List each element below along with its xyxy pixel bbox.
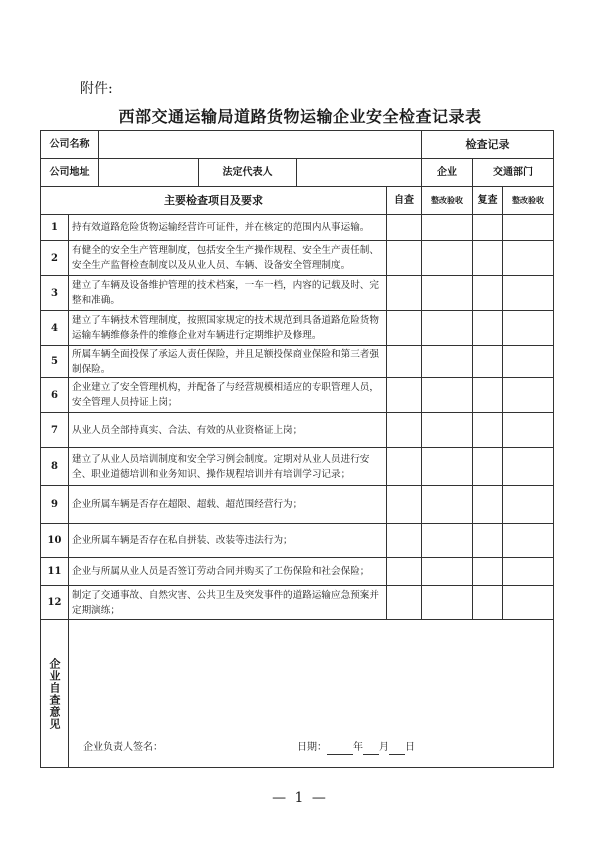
item-number: 2	[41, 241, 69, 276]
self-check-header: 自查	[387, 187, 422, 215]
rectify-cell-2[interactable]	[503, 311, 554, 346]
item-number: 10	[41, 524, 69, 558]
rectify-cell-2[interactable]	[503, 413, 554, 448]
item-text: 建立了车辆及设备维护管理的技术档案，一车一档，内容的记载及时、完整和准确。	[69, 276, 387, 311]
table-row	[41, 378, 554, 413]
recheck-cell[interactable]	[473, 448, 503, 486]
date-label: 日期：	[297, 742, 327, 753]
self-check-cell[interactable]	[387, 448, 422, 486]
table-row	[41, 413, 554, 448]
table-row	[41, 558, 554, 586]
item-number: 11	[41, 558, 69, 586]
self-check-cell[interactable]	[387, 215, 422, 241]
day-label: 日	[405, 742, 415, 753]
item-text: 企业建立了安全管理机构，并配备了与经营规模相适应的专职管理人员，安全管理人员持证上岗；	[69, 378, 387, 413]
rectify-cell[interactable]	[422, 448, 473, 486]
year-blank[interactable]	[327, 743, 353, 755]
self-check-cell[interactable]	[387, 276, 422, 311]
self-check-cell[interactable]	[387, 346, 422, 378]
rectify-cell-2[interactable]	[503, 558, 554, 586]
company-address-row	[41, 159, 554, 187]
rectify-cell[interactable]	[422, 215, 473, 241]
recheck-cell[interactable]	[473, 215, 503, 241]
inspection-record-label: 检查记录	[422, 131, 554, 159]
rectify-cell[interactable]	[422, 486, 473, 524]
table-row	[41, 524, 554, 558]
recheck-cell[interactable]	[473, 486, 503, 524]
rectify-cell-2[interactable]	[503, 486, 554, 524]
opinion-label: 企业自查意见	[48, 657, 61, 730]
table-row	[41, 311, 554, 346]
item-text: 从业人员全部持真实、合法、有效的从业资格证上岗；	[69, 413, 387, 448]
date-line	[297, 740, 415, 755]
company-name-field[interactable]	[99, 131, 422, 159]
rectify-cell[interactable]	[422, 346, 473, 378]
month-blank[interactable]	[363, 743, 379, 755]
rectify-cell-2[interactable]	[503, 241, 554, 276]
rectify-cell[interactable]	[422, 276, 473, 311]
self-check-cell[interactable]	[387, 524, 422, 558]
rectify-cell-2[interactable]	[503, 346, 554, 378]
self-check-opinion-row	[41, 620, 554, 768]
item-number: 1	[41, 215, 69, 241]
self-check-cell[interactable]	[387, 558, 422, 586]
table-row	[41, 215, 554, 241]
item-number: 5	[41, 346, 69, 378]
rectify-cell[interactable]	[422, 378, 473, 413]
table-row	[41, 586, 554, 620]
rectify-accept-header-1: 整改验收	[422, 187, 473, 215]
item-number: 12	[41, 586, 69, 620]
item-text: 企业所属车辆是否存在超限、超载、超范围经营行为；	[69, 486, 387, 524]
recheck-cell[interactable]	[473, 311, 503, 346]
rectify-cell-2[interactable]	[503, 586, 554, 620]
rectify-cell-2[interactable]	[503, 448, 554, 486]
item-number: 9	[41, 486, 69, 524]
recheck-header: 复查	[473, 187, 503, 215]
item-number: 4	[41, 311, 69, 346]
day-blank[interactable]	[389, 743, 405, 755]
form-title: 西部交通运输局道路货物运输企业安全检查记录表	[118, 107, 482, 126]
item-number: 6	[41, 378, 69, 413]
recheck-cell[interactable]	[473, 524, 503, 558]
recheck-cell[interactable]	[473, 378, 503, 413]
company-name-label: 公司名称	[41, 131, 99, 159]
table-row	[41, 448, 554, 486]
opinion-label-cell	[41, 620, 69, 768]
item-text: 企业所属车辆是否存在私自拼装、改装等违法行为；	[69, 524, 387, 558]
rectify-cell[interactable]	[422, 586, 473, 620]
self-check-cell[interactable]	[387, 378, 422, 413]
page-number: — 1 —	[272, 790, 328, 806]
legal-rep-label: 法定代表人	[199, 159, 297, 187]
item-text: 持有效道路危险货物运输经营许可证件，并在核定的范围内从事运输。	[69, 215, 387, 241]
self-check-cell[interactable]	[387, 586, 422, 620]
rectify-cell[interactable]	[422, 413, 473, 448]
self-check-cell[interactable]	[387, 241, 422, 276]
month-label: 月	[379, 742, 389, 753]
table-row	[41, 346, 554, 378]
opinion-field[interactable]	[69, 620, 554, 768]
rectify-cell[interactable]	[422, 311, 473, 346]
item-text: 企业与所属从业人员是否签订劳动合同并购买了工伤保险和社会保险；	[69, 558, 387, 586]
item-text: 所属车辆全面投保了承运人责任保险，并且足额投保商业保险和第三者强制保险。	[69, 346, 387, 378]
item-number: 7	[41, 413, 69, 448]
table-row	[41, 486, 554, 524]
table-row	[41, 276, 554, 311]
table-row	[41, 241, 554, 276]
year-label: 年	[353, 742, 363, 753]
rectify-cell-2[interactable]	[503, 378, 554, 413]
rectify-cell-2[interactable]	[503, 524, 554, 558]
item-number: 3	[41, 276, 69, 311]
rectify-cell-2[interactable]	[503, 276, 554, 311]
legal-rep-field[interactable]	[297, 159, 422, 187]
rectify-cell-2[interactable]	[503, 215, 554, 241]
main-items-header: 主要检查项目及要求	[41, 187, 387, 215]
recheck-cell[interactable]	[473, 586, 503, 620]
recheck-cell[interactable]	[473, 413, 503, 448]
rectify-cell[interactable]	[422, 524, 473, 558]
item-text: 建立了从业人员培训制度和安全学习例会制度。定期对从业人员进行安全、职业道德培训和业务知识、操作规程培训并有培训学习记录；	[69, 448, 387, 486]
rectify-cell[interactable]	[422, 241, 473, 276]
recheck-cell[interactable]	[473, 241, 503, 276]
company-address-field[interactable]	[99, 159, 199, 187]
transport-dept-label: 交通部门	[473, 159, 554, 187]
item-number: 8	[41, 448, 69, 486]
rectify-cell[interactable]	[422, 558, 473, 586]
recheck-cell[interactable]	[473, 346, 503, 378]
enterprise-label: 企业	[422, 159, 473, 187]
item-text: 有健全的安全生产管理制度，包括安全生产操作规程、安全生产责任制、安全生产监督检查制度以及从业人员、车辆、设备安全管理制度。	[69, 241, 387, 276]
recheck-cell[interactable]	[473, 276, 503, 311]
item-text: 建立了车辆技术管理制度，按照国家规定的技术规范到具备道路危险货物运输车辆维修条件的维修企业对车辆进行定期维护及修理。	[69, 311, 387, 346]
recheck-cell[interactable]	[473, 558, 503, 586]
item-text: 制定了交通事故、自然灾害、公共卫生及突发事件的道路运输应急预案并定期演练；	[69, 586, 387, 620]
inspection-form-table	[40, 130, 554, 768]
column-header-row	[41, 187, 554, 215]
self-check-cell[interactable]	[387, 486, 422, 524]
self-check-cell[interactable]	[387, 311, 422, 346]
self-check-cell[interactable]	[387, 413, 422, 448]
signature-label: 企业负责人签名：	[83, 742, 163, 753]
company-address-label: 公司地址	[41, 159, 99, 187]
rectify-accept-header-2: 整改验收	[503, 187, 554, 215]
attachment-label: 附件:	[80, 81, 113, 97]
company-name-row	[41, 131, 554, 159]
